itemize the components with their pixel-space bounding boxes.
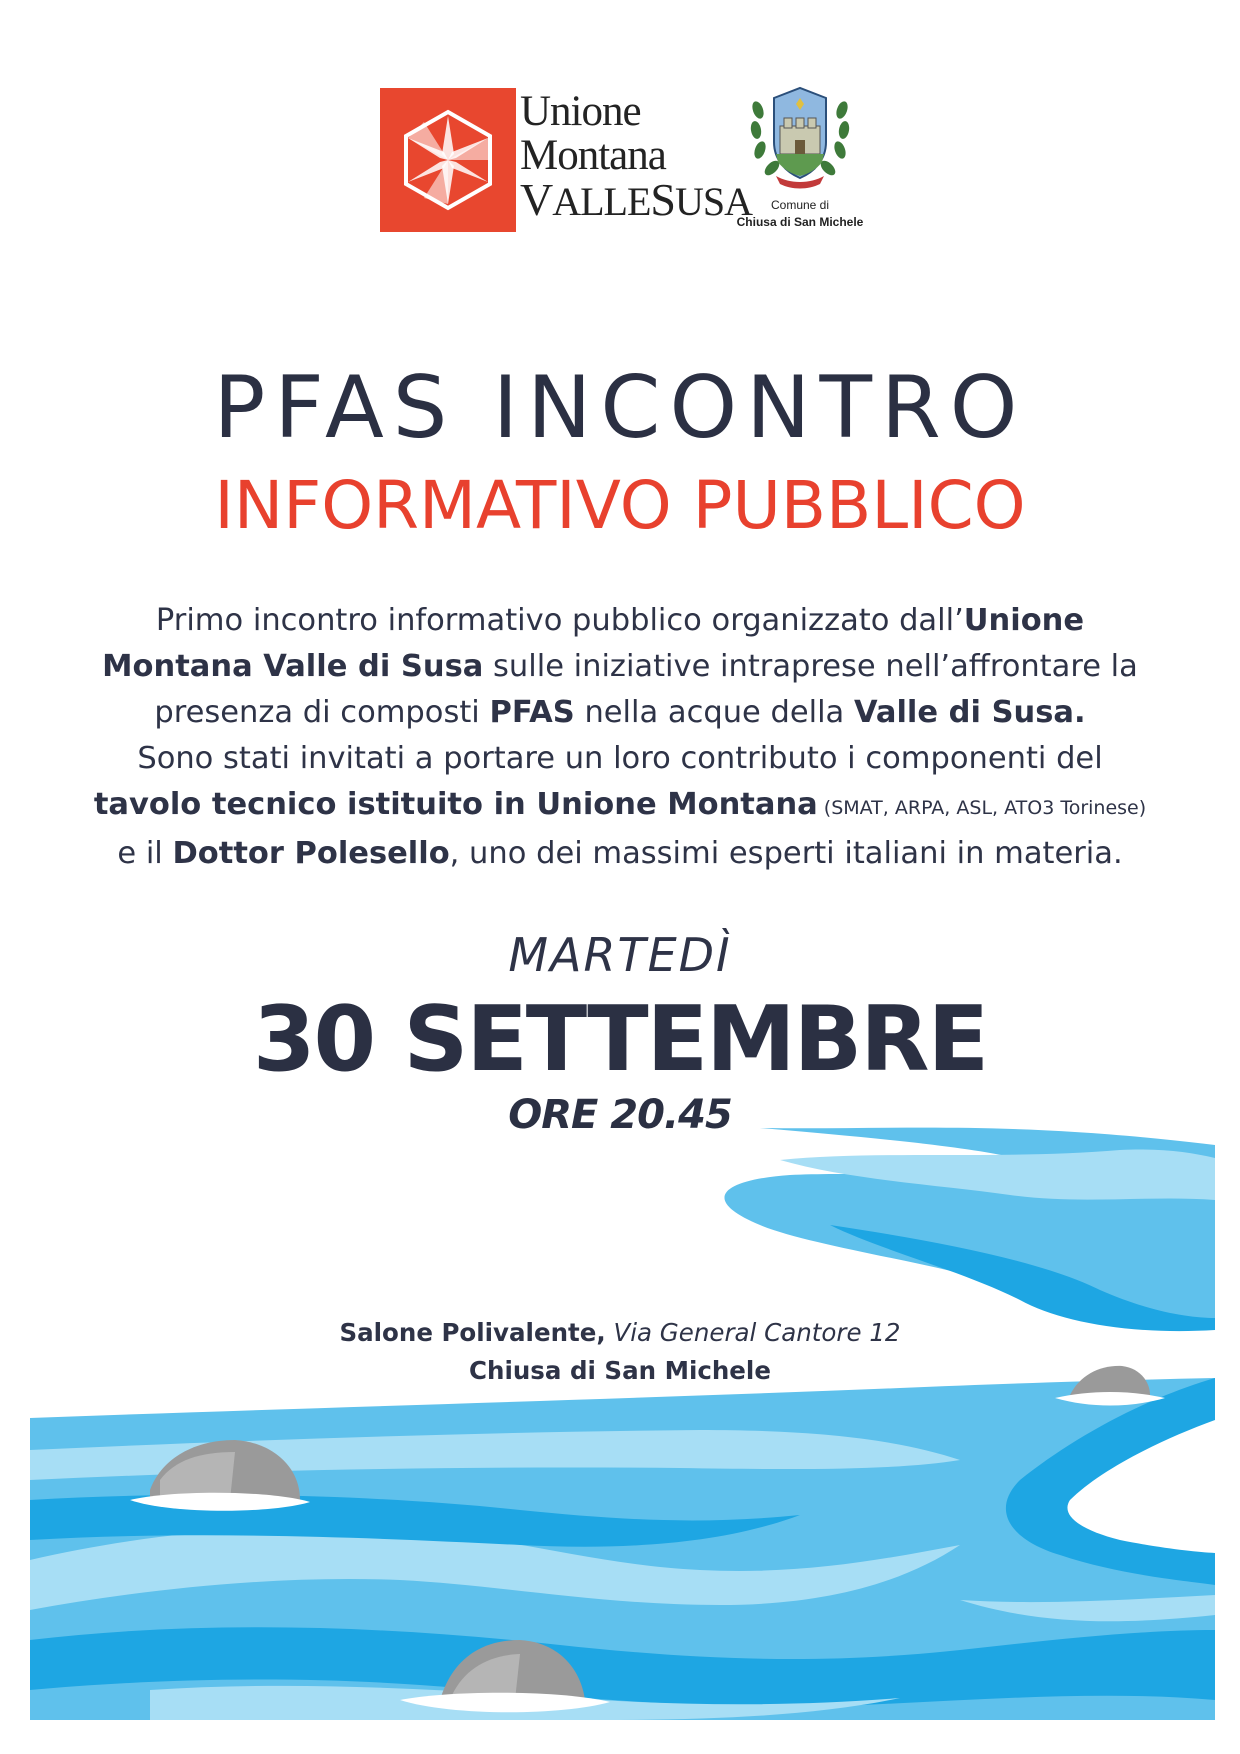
event-description: [70, 598, 1170, 877]
unione-logo-wordmark: [520, 88, 753, 225]
desc-line-3: [70, 690, 1170, 736]
desc-l5-a: tavolo tecnico istituito in Unione Montana: [93, 787, 818, 822]
unione-logo-line3: [520, 174, 753, 225]
desc-line-5: [70, 782, 1170, 831]
unione-logo-line3-usa: USA: [675, 179, 753, 224]
coat-of-arms-icon: [746, 80, 854, 192]
venue-line-1: [0, 1314, 1240, 1352]
unione-logo-line3-alle: ALLE: [552, 179, 651, 224]
desc-line-6: [70, 831, 1170, 877]
desc-l6-a: e il: [117, 836, 173, 871]
star-emblem-icon: [394, 106, 502, 214]
unione-logo-line3-v: V: [520, 174, 553, 225]
desc-l6-b: Dottor Polesello: [172, 836, 450, 871]
desc-l3-d: Valle di Susa.: [853, 695, 1086, 730]
desc-line-1: [70, 598, 1170, 644]
unione-logo-line3-s: S: [650, 174, 676, 225]
venue-name: Salone Polivalente,: [339, 1318, 606, 1347]
venue-town: Chiusa di San Michele: [469, 1356, 771, 1385]
desc-l3-b: PFAS: [489, 695, 575, 730]
desc-l3-a: presenza di composti: [154, 695, 490, 730]
event-venue: [0, 1314, 1240, 1390]
desc-l2-a: Montana Valle di Susa: [102, 649, 484, 684]
event-time: ORE 20.45: [508, 1092, 732, 1138]
unione-logo-line1: Unione: [520, 88, 641, 135]
desc-line-4: Sono stati invitati a portare un loro contributo i componenti del: [137, 741, 1103, 776]
desc-l2-b: sulle iniziative intraprese nell’affrontare la: [483, 649, 1138, 684]
event-date: 30 SETTEMBRE: [252, 987, 988, 1092]
unione-logo-tile: [380, 88, 516, 232]
comune-logo-line2: Chiusa di San Michele: [736, 215, 864, 229]
unione-montana-logo: [380, 88, 753, 232]
desc-l1-a: Primo incontro informativo pubblico organizzato dall’: [155, 603, 964, 638]
unione-logo-line2: Montana: [520, 132, 666, 179]
comune-logo-line1: Comune di: [770, 198, 830, 212]
desc-l5-b: (SMAT, ARPA, ASL, ATO3 Torinese): [817, 797, 1147, 819]
venue-address: Via General Cantore 12: [605, 1318, 901, 1347]
event-day: MARTEDÌ: [508, 928, 732, 982]
desc-line-2: [70, 644, 1170, 690]
desc-l6-c: , uno dei massimi esperti italiani in materia.: [449, 836, 1123, 871]
comune-logo: [720, 80, 880, 240]
page-title: PFAS INCONTRO: [213, 358, 1027, 458]
venue-line-2: [0, 1352, 1240, 1390]
desc-l1-b: Unione: [963, 603, 1085, 638]
page-subtitle: INFORMATIVO PUBBLICO: [214, 467, 1026, 544]
desc-l3-c: nella acque della: [574, 695, 854, 730]
